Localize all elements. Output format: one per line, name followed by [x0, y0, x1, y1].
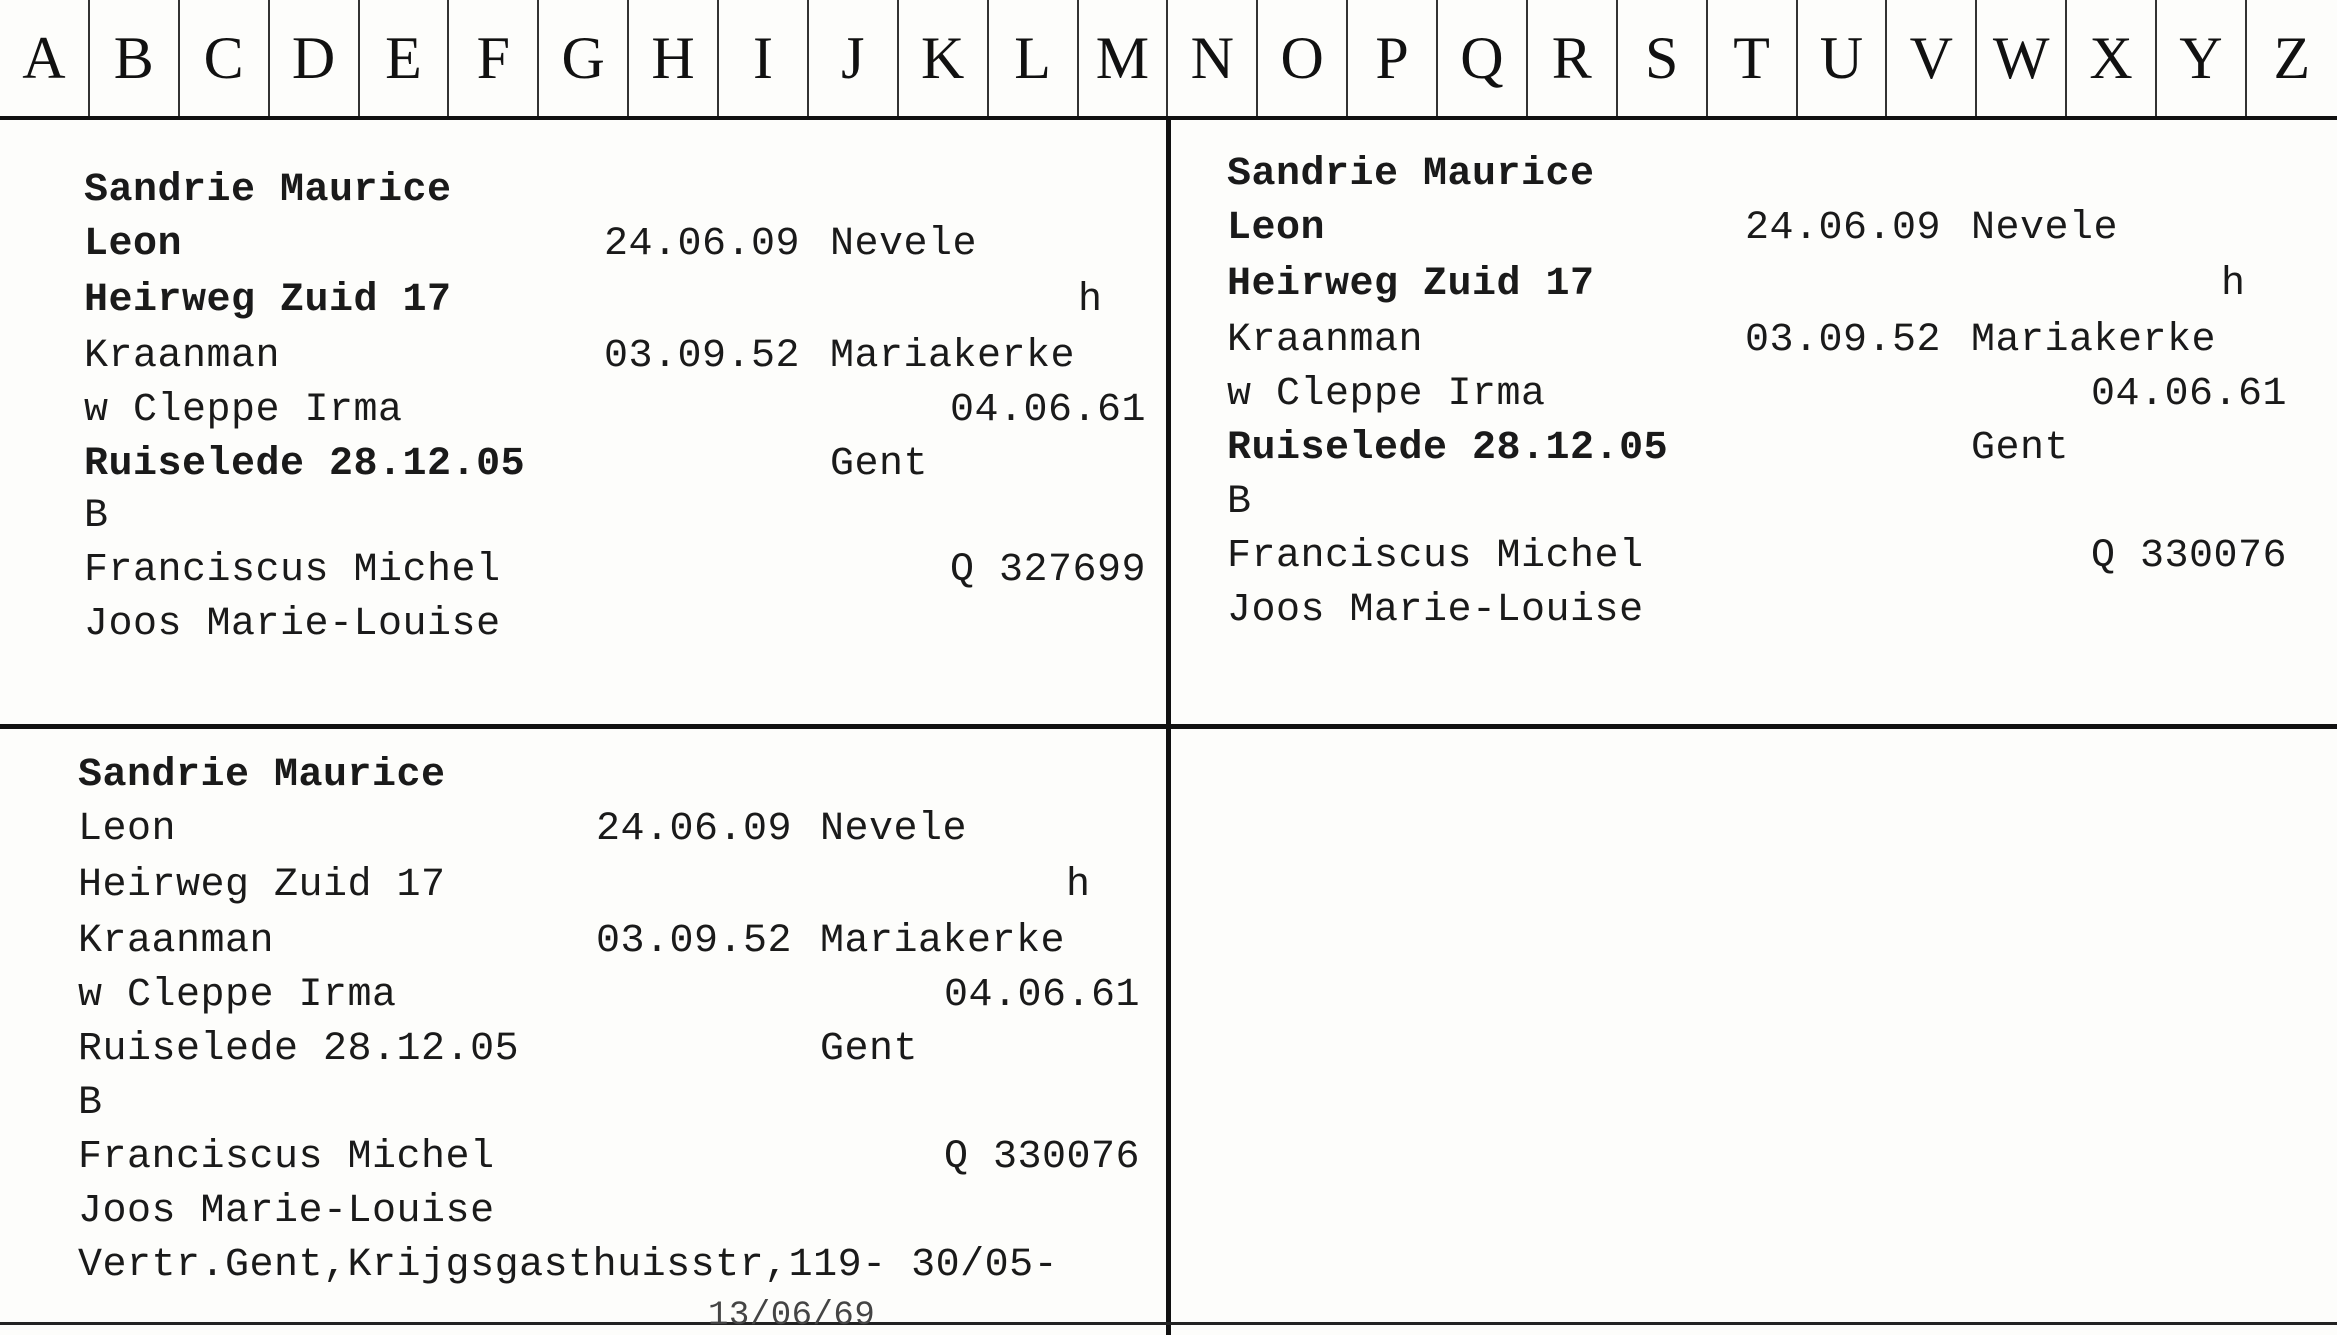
card-place-2: Mariakerke	[830, 334, 1076, 379]
card-mother: Joos Marie-Louise	[78, 1189, 495, 1234]
card-birth-place: Nevele	[1971, 206, 2119, 251]
card-given-name: Leon	[78, 807, 177, 852]
card-occupation: Kraanman	[84, 334, 281, 379]
card-code: B	[1227, 480, 1252, 525]
card-divider-bottom	[0, 1322, 2337, 1325]
alphabet-letter: E	[360, 0, 450, 116]
card-place-3: Gent	[820, 1027, 919, 1072]
card-place-3: Gent	[830, 442, 929, 487]
card-mother: Joos Marie-Louise	[84, 602, 501, 647]
card-annotation: Vertr.Gent,Krijgsgasthuisstr,119- 30/05-	[78, 1243, 1059, 1288]
card-spouse-birth: Ruiselede 28.12.05	[84, 442, 526, 487]
alphabet-letter: D	[270, 0, 360, 116]
card-spouse: w Cleppe Irma	[1227, 372, 1546, 417]
alphabet-letter: P	[1348, 0, 1438, 116]
card-birth-date: 24.06.09	[604, 222, 801, 267]
alphabet-letter: F	[449, 0, 539, 116]
alphabet-letter: A	[0, 0, 90, 116]
card-father: Franciscus Michel	[1227, 534, 1644, 579]
alphabet-letter: V	[1887, 0, 1977, 116]
alphabet-index-strip	[0, 0, 2337, 120]
alphabet-letter: R	[1528, 0, 1618, 116]
alphabet-letter: M	[1079, 0, 1169, 116]
card-date-3: 04.06.61	[2091, 372, 2288, 417]
alphabet-letter: K	[899, 0, 989, 116]
card-reference: Q 330076	[2091, 534, 2288, 579]
alphabet-letter: N	[1168, 0, 1258, 116]
card-reference: Q 330076	[944, 1135, 1141, 1180]
card-given-name: Leon	[1227, 206, 1326, 251]
card-date-3: 04.06.61	[950, 388, 1147, 433]
alphabet-letter: C	[180, 0, 270, 116]
card-divider-horizontal	[0, 724, 2337, 729]
card-date-2: 03.09.52	[1745, 318, 1942, 363]
alphabet-letter: X	[2067, 0, 2157, 116]
card-code: B	[84, 494, 109, 539]
card-street: Heirweg Zuid 17	[84, 278, 452, 323]
alphabet-letter: G	[539, 0, 629, 116]
alphabet-letter: T	[1708, 0, 1798, 116]
alphabet-letter: J	[809, 0, 899, 116]
card-spouse: w Cleppe Irma	[84, 388, 403, 433]
card-occupation: Kraanman	[1227, 318, 1424, 363]
card-name: Sandrie Maurice	[78, 753, 446, 798]
card-birth-date: 24.06.09	[1745, 206, 1942, 251]
alphabet-letter: Z	[2273, 24, 2311, 91]
card-name: Sandrie Maurice	[84, 168, 452, 213]
card-name: Sandrie Maurice	[1227, 152, 1595, 197]
card-date-2: 03.09.52	[596, 919, 793, 964]
alphabet-letter: B	[90, 0, 180, 116]
alphabet-letter: I	[719, 0, 809, 116]
alphabet-letter: Y	[2157, 0, 2247, 116]
alphabet-letter: S	[1618, 0, 1708, 116]
card-street: Heirweg Zuid 17	[1227, 262, 1595, 307]
card-given-name: Leon	[84, 222, 183, 267]
card-occupation: Kraanman	[78, 919, 275, 964]
alphabet-letter: W	[1977, 0, 2067, 116]
card-street: Heirweg Zuid 17	[78, 863, 446, 908]
card-birth-place: Nevele	[830, 222, 978, 267]
card-birth-date: 24.06.09	[596, 807, 793, 852]
card-reference: Q 327699	[950, 548, 1147, 593]
card-place-3: Gent	[1971, 426, 2070, 471]
card-mark: h	[2221, 262, 2246, 307]
card-date-3: 04.06.61	[944, 973, 1141, 1018]
alphabet-letter: H	[629, 0, 719, 116]
card-mother: Joos Marie-Louise	[1227, 588, 1644, 633]
card-code: B	[78, 1081, 103, 1126]
card-spouse: w Cleppe Irma	[78, 973, 397, 1018]
card-father: Franciscus Michel	[78, 1135, 495, 1180]
card-mark: h	[1078, 278, 1103, 323]
alphabet-letter: U	[1798, 0, 1888, 116]
alphabet-letter: Q	[1438, 0, 1528, 116]
card-annotation-date: 13/06/69	[708, 1297, 876, 1335]
alphabet-letter: O	[1258, 0, 1348, 116]
card-place-2: Mariakerke	[820, 919, 1066, 964]
card-mark: h	[1066, 863, 1091, 908]
card-spouse-birth: Ruiselede 28.12.05	[78, 1027, 520, 1072]
card-birth-place: Nevele	[820, 807, 968, 852]
card-place-2: Mariakerke	[1971, 318, 2217, 363]
card-date-2: 03.09.52	[604, 334, 801, 379]
card-father: Franciscus Michel	[84, 548, 501, 593]
card-spouse-birth: Ruiselede 28.12.05	[1227, 426, 1669, 471]
alphabet-letter: L	[989, 0, 1079, 116]
